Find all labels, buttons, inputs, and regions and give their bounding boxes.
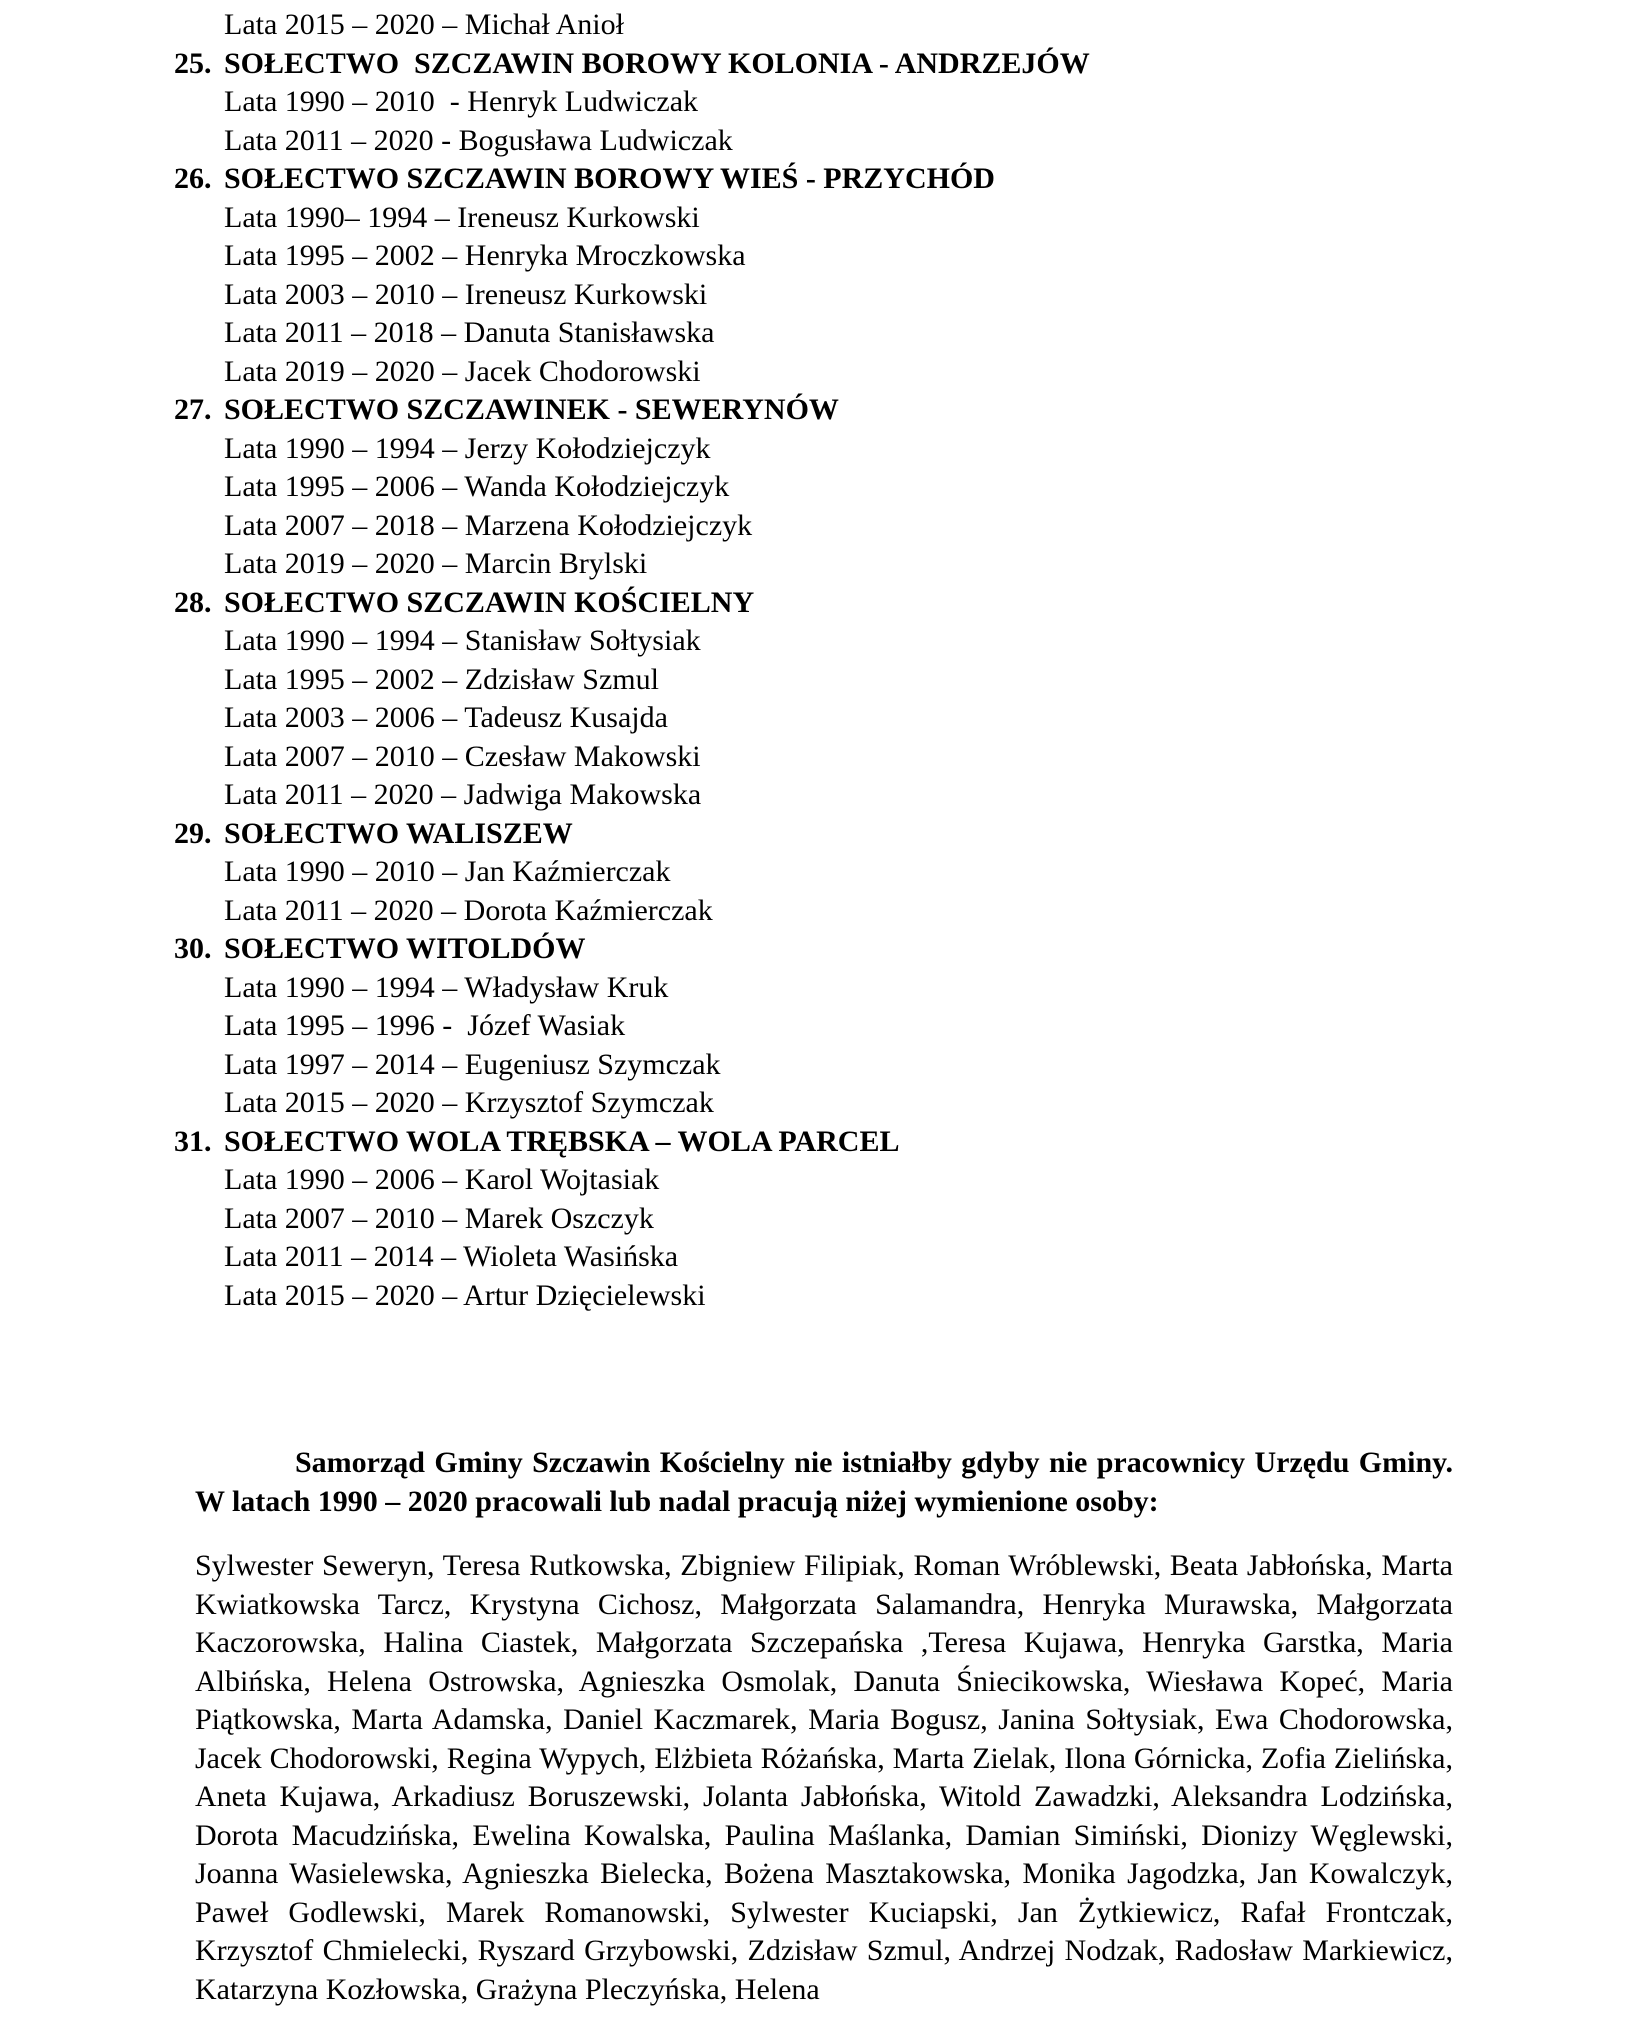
section-title: SOŁECTWO WITOLDÓW — [224, 932, 586, 965]
list-item: Lata 1990 – 1994 – Jerzy Kołodziejczyk — [224, 431, 711, 465]
list-item: Lata 1990 – 2010 - Henryk Ludwiczak — [224, 85, 699, 118]
section-title: SOŁECTWO SZCZAWINEK - SEWERYNÓW — [224, 393, 839, 426]
list-item: Lata 1990– 1994 – Ireneusz Kurkowski — [224, 200, 700, 234]
list-item: Lata 2011 – 2020 - Bogusława Ludwiczak — [224, 123, 733, 157]
section-number: 28. — [174, 585, 212, 619]
list-item: Lata 2019 – 2020 – Jacek Chodorowski — [224, 354, 701, 388]
section-number: 29. — [174, 816, 212, 850]
section-number: 27. — [174, 393, 212, 426]
list-item: Lata 1995 – 2002 – Henryka Mroczkowska — [224, 239, 746, 272]
list-item: Lata 2007 – 2010 – Czesław Makowski — [224, 739, 701, 773]
list-item: Lata 2011 – 2020 – Jadwiga Makowska — [224, 778, 702, 811]
list-item: Lata 1990 – 1994 – Władysław Kruk — [224, 970, 669, 1004]
list-item: Lata 2003 – 2010 – Ireneusz Kurkowski — [224, 277, 708, 311]
section-heading-28 — [0, 584, 1647, 623]
section-title: SOŁECTWO SZCZAWIN BOROWY WIEŚ - PRZYCHÓD — [224, 162, 995, 195]
list-item: Lata 2015 – 2020 – Artur Dzięcielewski — [224, 1278, 706, 1312]
list-item: Lata 2015 – 2020 – Michał Anioł — [224, 8, 624, 41]
list-item: Lata 2015 – 2020 – Krzysztof Szymczak — [224, 1086, 714, 1119]
solectwo-list — [0, 6, 1647, 1315]
list-item: Lata 2007 – 2018 – Marzena Kołodziejczyk — [224, 508, 753, 542]
list-item: Lata 1995 – 2002 – Zdzisław Szmul — [224, 662, 659, 696]
list-item: Lata 2011 – 2018 – Danuta Stanisławska — [224, 316, 715, 349]
list-item: Lata 1990 – 1994 – Stanisław Sołtysiak — [224, 624, 701, 657]
section-title: SOŁECTWO SZCZAWIN KOŚCIELNY — [224, 585, 755, 619]
section-heading-31 — [0, 1123, 1647, 1162]
list-item: Lata 2011 – 2020 – Dorota Kaźmierczak — [224, 893, 713, 927]
section-number: 30. — [174, 932, 212, 965]
list-item: Lata 2003 – 2006 – Tadeusz Kusajda — [224, 701, 668, 734]
list-item: Lata 1997 – 2014 – Eugeniusz Szymczak — [224, 1047, 721, 1081]
intro-paragraph: Samorząd Gminy Szczawin Kościelny nie istniałby gdyby nie pracownicy Urzędu Gminy. W latach 1990 – 2020 pracowali lub nadal pracują niżej wymienione osoby: — [195, 1446, 1453, 1518]
list-item: Lata 2011 – 2014 – Wioleta Wasińska — [224, 1240, 679, 1273]
list-item: Lata 1990 – 2006 – Karol Wojtasiak — [224, 1163, 660, 1196]
section-heading-30 — [0, 930, 1647, 969]
section-number: 25. — [174, 46, 212, 80]
list-item: Lata 1995 – 1996 - Józef Wasiak — [224, 1009, 626, 1042]
section-heading-27 — [0, 391, 1647, 430]
section-title: SOŁECTWO WOLA TRĘBSKA – WOLA PARCEL — [224, 1124, 900, 1158]
section-number: 26. — [174, 162, 212, 195]
section-title: SOŁECTWO SZCZAWIN BOROWY KOLONIA - ANDRZEJÓW — [224, 46, 1090, 80]
section-heading-25 — [0, 45, 1647, 84]
list-item: Lata 1990 – 2010 – Jan Kaźmierczak — [224, 855, 671, 888]
employees-paragraph: Sylwester Seweryn, Teresa Rutkowska, Zbigniew Filipiak, Roman Wróblewski, Beata Jabłońska, Marta Kwiatkowska Tarcz, Krystyna Cichosz, Małgorzata Salamandra, Henryka Murawska, Małgorzata Kaczorowska, Halina Ciastek, Małgorzata Szczepańska ,Teresa Kujawa, Henryka Garstka, Maria Albińska, Helena Ostrowska, Agnieszka Osmolak, Danuta Śniecikowska, Wiesława Kopeć, Maria Piątkowska, Marta Adamska, Daniel Kaczmarek, Maria Bogusz, Janina Sołtysiak, Ewa Chodorowska, Jacek Chodorowski, Regina Wypych, Elżbieta Różańska, Marta Zielak, Ilona Górnicka, Zofia Zielińska, Aneta Kujawa, Arkadiusz Boruszewski, Jolanta Jabłońska, Witold Zawadzki, Aleksandra Lodzińska, Dorota Macudzińska, Ewelina Kowalska, Paulina Maślanka, Damian Simiński, Dionizy Węglewski, Joanna Wasielewska, Agnieszka Bielecka, Bożena Masztakowska, Monika Jagodzka, Jan Kowalczyk, Paweł Godlewski, Marek Romanowski, Sylwester Kuciapski, Jan Żytkiewicz, Rafał Frontczak, Krzysztof Chmielecki, Ryszard Grzybowski, Zdzisław Szmul, Andrzej Nodzak, Radosław Markiewicz, Katarzyna Kozłowska, Grażyna Pleczyńska, Helena — [195, 1549, 1453, 2006]
section-title: SOŁECTWO WALISZEW — [224, 816, 573, 850]
list-item: Lata 2019 – 2020 – Marcin Brylski — [224, 547, 648, 580]
list-item: Lata 1995 – 2006 – Wanda Kołodziejczyk — [224, 470, 730, 503]
section-number: 31. — [174, 1124, 212, 1158]
list-item: Lata 2007 – 2010 – Marek Oszczyk — [224, 1201, 654, 1235]
section-heading-26 — [0, 160, 1647, 199]
section-heading-29 — [0, 815, 1647, 854]
